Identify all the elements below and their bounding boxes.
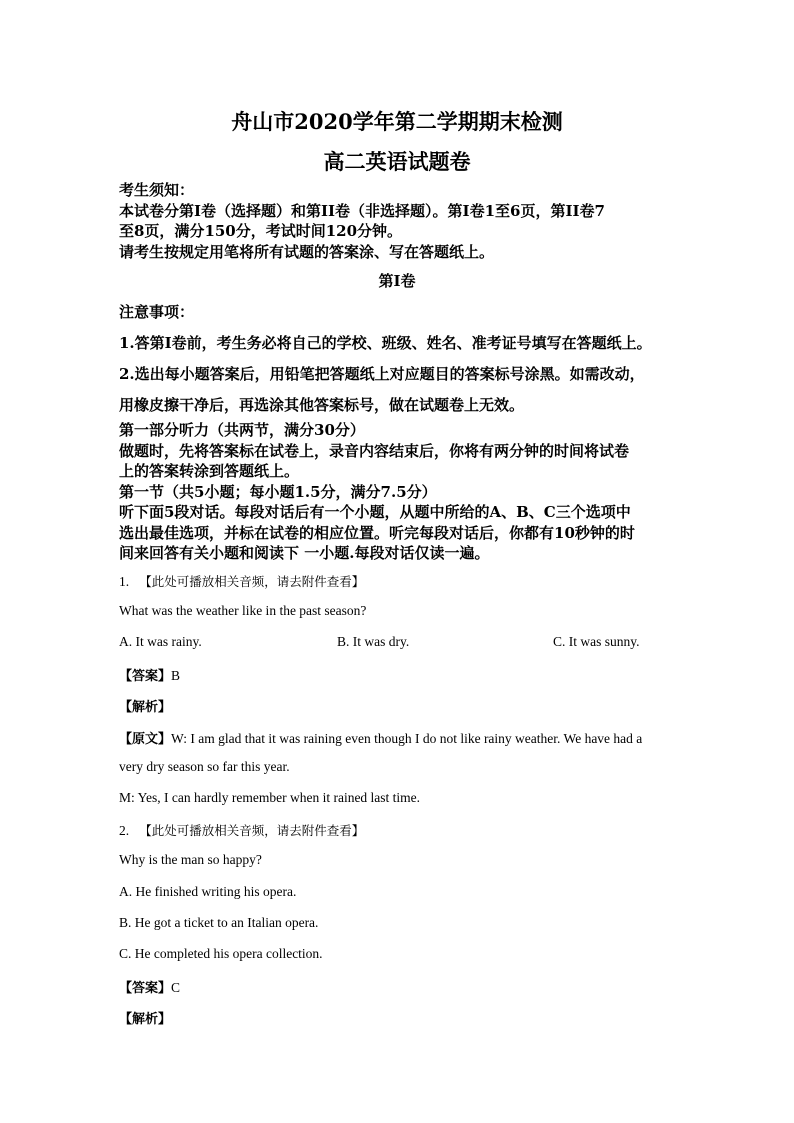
question-2-text: Why is the man so happy? [119, 852, 262, 867]
answer-tag: 【答案】 [119, 669, 172, 684]
section1-line: 听下面5段对话。每段对话后有一个小题，从题中所给的A、B、C三个选项中 [119, 503, 631, 521]
question-1-original-line: very dry season so far this year. [119, 759, 290, 774]
answer-tag: 【答案】 [119, 981, 172, 996]
question-1-original-line: M: Yes, I can hardly remember when it rained last time. [119, 790, 421, 805]
notice-line: 本试卷分第I卷（选择题）和第II卷（非选择题）。第I卷1至6页，第II卷7 [119, 201, 605, 220]
question-1-original-line [119, 728, 642, 747]
notice-line: 至8页，满分150分，考试时间120分钟。 [119, 222, 403, 240]
attention-item: 用橡皮擦干净后，再选涂其他答案标号，做在试题卷上无效。 [119, 396, 525, 414]
notice-line: 请考生按规定用笔将所有试题的答案涂、写在答题纸上。 [119, 242, 495, 261]
section1-line: 选出最佳选项，并标在试卷的相应位置。听完每段对话后，你都有10秒钟的时 [119, 523, 635, 542]
attention-item: 1.答第I卷前，考生务必将自己的学校、班级、姓名、准考证号填写在答题纸上。 [119, 334, 652, 352]
analysis-tag: 【解析】 [119, 700, 172, 715]
question-2-option-a: A. He finished writing his opera. [119, 884, 297, 899]
question-1-analysis [119, 696, 171, 715]
document-title: 舟山市2020学年第二学期期末检测 [231, 109, 563, 134]
analysis-tag: 【解析】 [119, 1012, 172, 1027]
question-2-analysis [119, 1008, 171, 1027]
question-number: 2. [119, 823, 130, 838]
question-1-header [119, 572, 364, 590]
exam-notice [119, 180, 679, 262]
question-1-text: What was the weather like in the past season? [119, 603, 367, 618]
audio-note: 【此处可播放相关音频，请去附件查看】 [139, 823, 365, 838]
question-2-answer [119, 977, 180, 996]
answer-value: B [171, 668, 181, 683]
question-number: 1. [119, 574, 130, 589]
question-2-option-b: B. He got a ticket to an Italian opera. [119, 915, 319, 930]
volume-heading: 第I卷 [378, 272, 416, 290]
attention-item: 2.选出每小题答案后，用铅笔把答题纸上对应题目的答案标号涂黑。如需改动， [119, 365, 645, 383]
part1-line: 做题时，先将答案标在试卷上，录音内容结束后，你将有两分钟的时间将试卷 [119, 441, 630, 460]
document-subtitle: 高二英语试题卷 [323, 149, 471, 174]
question-2-header [119, 821, 364, 839]
section1-heading: 第一节（共5小题；每小题1.5分，满分7.5分） [119, 482, 437, 501]
question-2-option-c: C. He completed his opera collection. [119, 946, 323, 961]
notice-heading: 考生须知： [119, 181, 195, 199]
question-1-option-b: B. It was dry. [337, 634, 410, 649]
question-1-answer [119, 665, 180, 684]
part1-heading: 第一部分听力（共两节，满分30分） [119, 421, 365, 439]
answer-value: C [171, 980, 181, 995]
original-tag: 【原文】 [119, 732, 172, 747]
original-text: W: I am glad that it was raining even though I do not like rainy weather. We have had a [171, 731, 643, 746]
part1-section [119, 420, 679, 564]
question-1-option-a: A. It was rainy. [119, 634, 202, 649]
section1-line: 间来回答有关小题和阅读下 一小题.每段对话仅读一遍。 [119, 544, 490, 562]
audio-note: 【此处可播放相关音频，请去附件查看】 [139, 574, 365, 589]
part1-line: 上的答案转涂到答题纸上。 [119, 462, 300, 480]
question-1-option-c: C. It was sunny. [553, 634, 640, 649]
attention-heading: 注意事项： [119, 303, 195, 321]
